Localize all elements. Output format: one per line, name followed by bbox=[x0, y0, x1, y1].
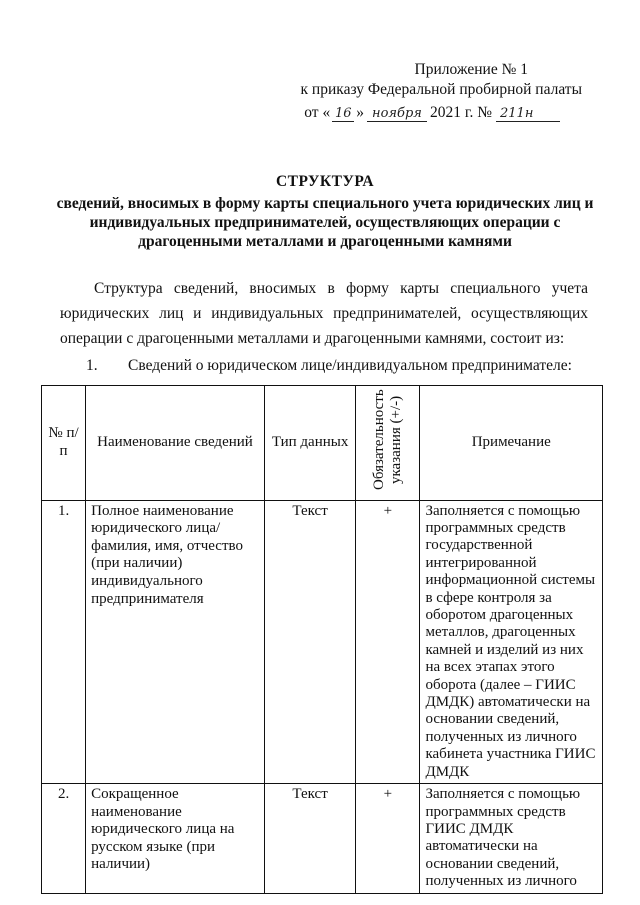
section-1-text: Сведений о юридическом лице/индивидуальном предпринимателе: bbox=[128, 357, 572, 374]
handwritten-month: ноября bbox=[367, 107, 427, 122]
cell-type: Текст bbox=[264, 500, 356, 784]
table-row bbox=[42, 500, 603, 784]
appendix-title: Приложение № 1 bbox=[414, 61, 528, 78]
handwritten-order-number: 211н bbox=[496, 107, 560, 122]
cell-note: Заполняется с помощью программных средств государственной интегрированной информационной системы в сфере контроля за оборотом драгоценных металлов, драгоценных камней и изделий из них на всех этапах этого оборота (далее – ГИИС ДМДК) автоматически на основании сведений, полученных из личного кабинета участника ГИИС ДМДК bbox=[420, 500, 603, 784]
document-subtitle: сведений, вносимых в форму карты специального учета юридических лиц и индивидуальных предпринимателей, осуществляющих операции с драгоценными металлами и драгоценными камнями bbox=[56, 195, 594, 250]
table-row bbox=[42, 784, 603, 893]
intro-text: Структура сведений, вносимых в форму карты специального учета юридических лиц и индивидуальных предпринимателей, осуществляющих операции с драгоценными металлами и драгоценными камнями, состоит из: bbox=[60, 280, 588, 347]
section-1-heading bbox=[86, 356, 572, 376]
handwritten-day: 16 bbox=[332, 107, 354, 122]
intro-paragraph bbox=[60, 276, 588, 351]
appendix-order-date-line bbox=[304, 103, 560, 123]
header-type: Тип данных bbox=[264, 386, 356, 501]
cell-name: Сокращенное наименование юридического лица на русском языке (при наличии) bbox=[86, 784, 265, 893]
header-note: Примечание bbox=[420, 386, 603, 501]
document-heading bbox=[40, 172, 610, 251]
cell-name: Полное наименование юридического лица/фамилия, имя, отчество (при наличии) индивидуального предпринимателя bbox=[86, 500, 265, 784]
info-table bbox=[41, 385, 603, 894]
header-name: Наименование сведений bbox=[86, 386, 265, 501]
date-year: 2021 г. № bbox=[429, 104, 492, 121]
cell-no: 1. bbox=[42, 500, 86, 784]
document-title: СТРУКТУРА bbox=[275, 173, 375, 190]
cell-note: Заполняется с помощью программных средств ГИИС ДМДК автоматически на основании сведений, полученных из личного bbox=[420, 784, 603, 893]
date-prefix: от « bbox=[304, 104, 331, 121]
header-no: № п/п bbox=[42, 386, 86, 501]
table-header-row bbox=[42, 386, 603, 501]
cell-no: 2. bbox=[42, 784, 86, 893]
cell-required: + bbox=[356, 784, 420, 893]
cell-required: + bbox=[356, 500, 420, 784]
section-1-number: 1. bbox=[86, 357, 98, 374]
cell-type: Текст bbox=[264, 784, 356, 893]
date-quote: » bbox=[356, 104, 364, 121]
appendix-order-reference: к приказу Федеральной пробирной палаты bbox=[300, 81, 582, 98]
header-required bbox=[356, 386, 420, 501]
header-required-text: Обязательность указания (+/-) bbox=[370, 389, 404, 491]
